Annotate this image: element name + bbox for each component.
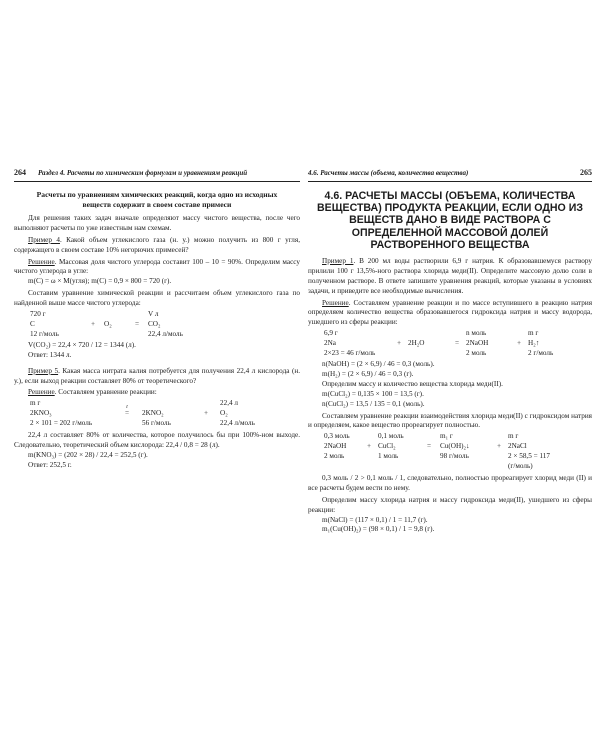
reaction-equation bbox=[30, 310, 300, 340]
equation-cell bbox=[82, 310, 104, 320]
right-running-header bbox=[308, 168, 592, 182]
equation-cell: + bbox=[90, 319, 96, 328]
equation-cell bbox=[104, 330, 126, 340]
equation-cell bbox=[390, 329, 408, 339]
equation-cell: + bbox=[203, 409, 209, 418]
solution: Решение. Составляем уравнение реакции и по массе вступившего в реакцию натрия определяем количество вещества образовавшегося гидроксида натрия и массу водорода, ушедшего из сферы реакции: bbox=[308, 298, 592, 327]
equation-cell: 2NaOH bbox=[324, 442, 347, 451]
example-5: Пример 5. Какая масса нитрата калия потребуется для получения 22,4 л кислорода (н. у.), если выход реакции составляет 80% от теоретического? bbox=[14, 366, 300, 385]
equation-cell bbox=[418, 452, 440, 462]
intro-paragraph: Для решения таких задач вначале определяют массу чистого вещества, после чего выполняют расчеты по уже известным нам схемам. bbox=[14, 213, 300, 232]
equation-cell: 2Na bbox=[324, 339, 336, 348]
answer: Ответ: 252,5 г. bbox=[28, 460, 72, 469]
left-running-header bbox=[14, 168, 300, 182]
right-page bbox=[308, 168, 592, 568]
equation-cell: n моль bbox=[466, 329, 487, 338]
equation-cell: m₁ г bbox=[440, 432, 453, 441]
equation-cell: (г/моль) bbox=[508, 462, 533, 471]
equation-cell bbox=[192, 399, 220, 409]
equation-cell bbox=[440, 462, 490, 472]
equation-cell: O₂ bbox=[220, 409, 228, 418]
equation-cell bbox=[418, 462, 440, 472]
formula: V(CO₂) = 22,4 × 720 / 12 = 1344 (л). bbox=[28, 340, 136, 349]
reaction-equation bbox=[324, 329, 592, 359]
equation-cell bbox=[390, 349, 408, 359]
formula: n(NaOH) = (2 × 6,9) / 46 = 0,3 (моль). bbox=[322, 359, 435, 368]
equation-cell bbox=[448, 349, 466, 359]
formula: m₁(Cu(OH)₂) = (98 × 0,1) / 1 = 9,8 (г). bbox=[322, 525, 435, 534]
heat-mark: t bbox=[126, 404, 128, 411]
formula: m(H₂) = (2 × 6,9) / 46 = 0,3 (г). bbox=[322, 369, 414, 378]
equation-cell: 2H₂O bbox=[408, 339, 425, 348]
equation-cell: m г bbox=[528, 329, 539, 338]
equation-cell bbox=[360, 462, 378, 472]
paragraph: 0,3 моль / 2 > 0,1 моль / 1, следовательно, полностью прореагирует хлорид меди (II) и все расчеты будем вести по нему. bbox=[308, 473, 592, 492]
equation-cell bbox=[126, 310, 148, 320]
equation-cell: 6,9 г bbox=[324, 329, 338, 338]
equation-cell: 2 × 58,5 = 117 bbox=[508, 452, 550, 461]
equation-cell bbox=[490, 462, 508, 472]
equation-cell bbox=[510, 329, 528, 339]
paragraph: Составим уравнение химической реакции и рассчитаем объем углекислого газа по найденной выше массе чистого углерода: bbox=[14, 289, 300, 308]
left-running-head: Раздел 4. Расчеты по химическим формулам и уравнениям реакций bbox=[38, 169, 248, 177]
equation-cell bbox=[142, 399, 192, 409]
equation-cell bbox=[490, 432, 508, 442]
equation-cell: 2NaOH bbox=[466, 339, 489, 348]
equation-cell bbox=[360, 452, 378, 462]
equation-cell: + bbox=[496, 442, 502, 451]
solution-label: Решение bbox=[28, 257, 55, 266]
equation-cell: 0,1 моль bbox=[378, 432, 404, 441]
example-5-label: Пример 5 bbox=[28, 366, 59, 375]
equation-cell: C bbox=[30, 319, 35, 328]
equation-cell bbox=[418, 432, 440, 442]
left-page-number: 264 bbox=[14, 168, 26, 177]
paragraph: Составляем уравнение реакции взаимодействия хлорида меди(II) с гидроксидом натрия и определяем, какое вещество прореагирует полностью. bbox=[308, 411, 592, 430]
left-page bbox=[14, 168, 300, 568]
equation-cell: + bbox=[396, 339, 402, 348]
equation-cell: 2×23 = 46 г/моль bbox=[324, 349, 376, 358]
example-4-solution: Решение. Массовая доля чистого углерода составит 100 – 10 = 90%. Определим массу чистого углерода в угле: bbox=[14, 257, 300, 276]
equation-cell: = bbox=[426, 442, 432, 451]
solution-label: Решение bbox=[28, 388, 55, 397]
equation-cell: 0,3 моль bbox=[324, 432, 350, 441]
paragraph: Определим массу и количество вещества хлорида меди(II). bbox=[322, 379, 503, 388]
right-page-number: 265 bbox=[580, 168, 592, 177]
formula: m(C) = ω × M(угля); m(C) = 0,9 × 800 = 720 (г). bbox=[28, 277, 172, 286]
equation-cell: 98 г/моль bbox=[440, 452, 469, 461]
equation-cell bbox=[360, 432, 378, 442]
paragraph: 22,4 л составляет 80% от количества, которое получилось бы при 100%-ном выходе. Следовательно, теоретический объем кислорода: 22,4 / 0,8 = 28 (л). bbox=[14, 431, 300, 449]
paragraph: Определим массу хлорида натрия и массу гидроксида меди(II), ушедшего из сферы реакции: bbox=[308, 495, 592, 514]
section-title: Расчеты по уравнениям химических реакций, когда одно из исходных веществ содержит в своем составе примеси bbox=[36, 189, 278, 209]
equation-cell: + bbox=[366, 442, 372, 451]
equation-cell: m г bbox=[30, 399, 41, 408]
solution-label: Решение bbox=[322, 298, 349, 307]
reaction-equation bbox=[324, 432, 592, 472]
equation-cell: 720 г bbox=[30, 310, 46, 319]
equation-cell bbox=[192, 419, 220, 429]
equation-cell: V л bbox=[148, 310, 159, 319]
equation-cell: 2KNO₂ bbox=[142, 409, 164, 418]
equation-cell: = bbox=[134, 319, 140, 328]
formula: m(KNO₃) = (202 × 28) / 22,4 = 252,5 (г). bbox=[28, 450, 148, 459]
equation-cell: 2 × 101 = 202 г/моль bbox=[30, 419, 93, 428]
equation-cell: H₂↑ bbox=[528, 339, 540, 348]
equation-cell bbox=[490, 452, 508, 462]
right-running-head: 4.6. Расчеты массы (объема, количества вещества) bbox=[308, 169, 469, 177]
equation-cell bbox=[324, 462, 360, 472]
equation-cell: CuCl₂ bbox=[378, 442, 396, 451]
equation-cell bbox=[378, 462, 418, 472]
equation-cell: 2KNO₃ bbox=[30, 409, 52, 418]
formula: m(NaCl) = (117 × 0,1) / 1 = 11,7 (г). bbox=[322, 515, 428, 524]
formula: n(CuCl₂) = 13,5 / 135 = 0,1 (моль). bbox=[322, 399, 425, 408]
equation-cell bbox=[104, 310, 126, 320]
equation-cell: 56 г/моль bbox=[142, 419, 171, 428]
equation-cell: O₂ bbox=[104, 319, 112, 328]
equation-cell: 22,4 л bbox=[220, 399, 238, 408]
equation-cell bbox=[408, 349, 448, 359]
example-4-label: Пример 4 bbox=[28, 235, 60, 244]
equation-cell: Cu(OH)₂↓ bbox=[440, 442, 470, 451]
equation-cell: 22,4 л/моль bbox=[220, 419, 255, 428]
equation-cell: 12 г/моль bbox=[30, 329, 59, 338]
equation-cell: = bbox=[454, 339, 460, 348]
equation-cell bbox=[448, 329, 466, 339]
reaction-equation bbox=[30, 399, 300, 429]
equation-cell: + bbox=[516, 339, 522, 348]
equation-cell bbox=[408, 329, 448, 339]
example-1: Пример 1. В 200 мл воды растворили 6,9 г натрия. К образовавшемуся раствору прилили 100 г 13,5%-ного раствора хлорида меди(II). Определите массовую долю соли в полученном растворе. В ответе запишите уравнения реакций, которые указаны в условиях задачи, и приведите все необходимые вычисления. bbox=[308, 256, 592, 295]
equation-cell: m г bbox=[508, 432, 519, 441]
equation-cell: 2 моль bbox=[466, 349, 487, 358]
equation-cell bbox=[112, 419, 142, 429]
equation-cell: 2NaCl bbox=[508, 442, 527, 451]
equation-cell: CO₂ bbox=[148, 319, 161, 328]
section-title: 4.6. РАСЧЕТЫ МАССЫ (ОБЪЕМА, КОЛИЧЕСТВА ВЕЩЕСТВА) ПРОДУКТА РЕАКЦИИ, ЕСЛИ ОДНО ИЗ ВЕЩЕСТВ ДАНО В ВИДЕ РАСТВОРА С ОПРЕДЕЛЕННОЙ МАССОВОЙ ДОЛЕЙ РАСТВОРЕННОГО ВЕЩЕСТВА bbox=[317, 189, 583, 251]
formula: m(CuCl₂) = 0,135 × 100 = 13,5 (г). bbox=[322, 389, 424, 398]
equation-cell bbox=[510, 349, 528, 359]
equation-cell: 22,4 л/моль bbox=[148, 329, 183, 338]
equation-cell: 2 моль bbox=[324, 452, 345, 461]
equation-cell: 2 г/моль bbox=[528, 349, 554, 358]
example-5-solution: Решение. Составляем уравнение реакции: bbox=[28, 388, 157, 397]
equation-cell bbox=[82, 330, 104, 340]
equation-cell: = t bbox=[112, 409, 142, 419]
answer: Ответ: 1344 л. bbox=[28, 350, 72, 359]
example-1-label: Пример 1 bbox=[322, 256, 354, 265]
example-4: Пример 4. Какой объем углекислого газа (н. у.) можно получить из 800 г угля, содержащего в своем составе 10% негорючих примесей? bbox=[14, 235, 300, 254]
equation-cell bbox=[126, 330, 148, 340]
equation-cell: 1 моль bbox=[378, 452, 399, 461]
